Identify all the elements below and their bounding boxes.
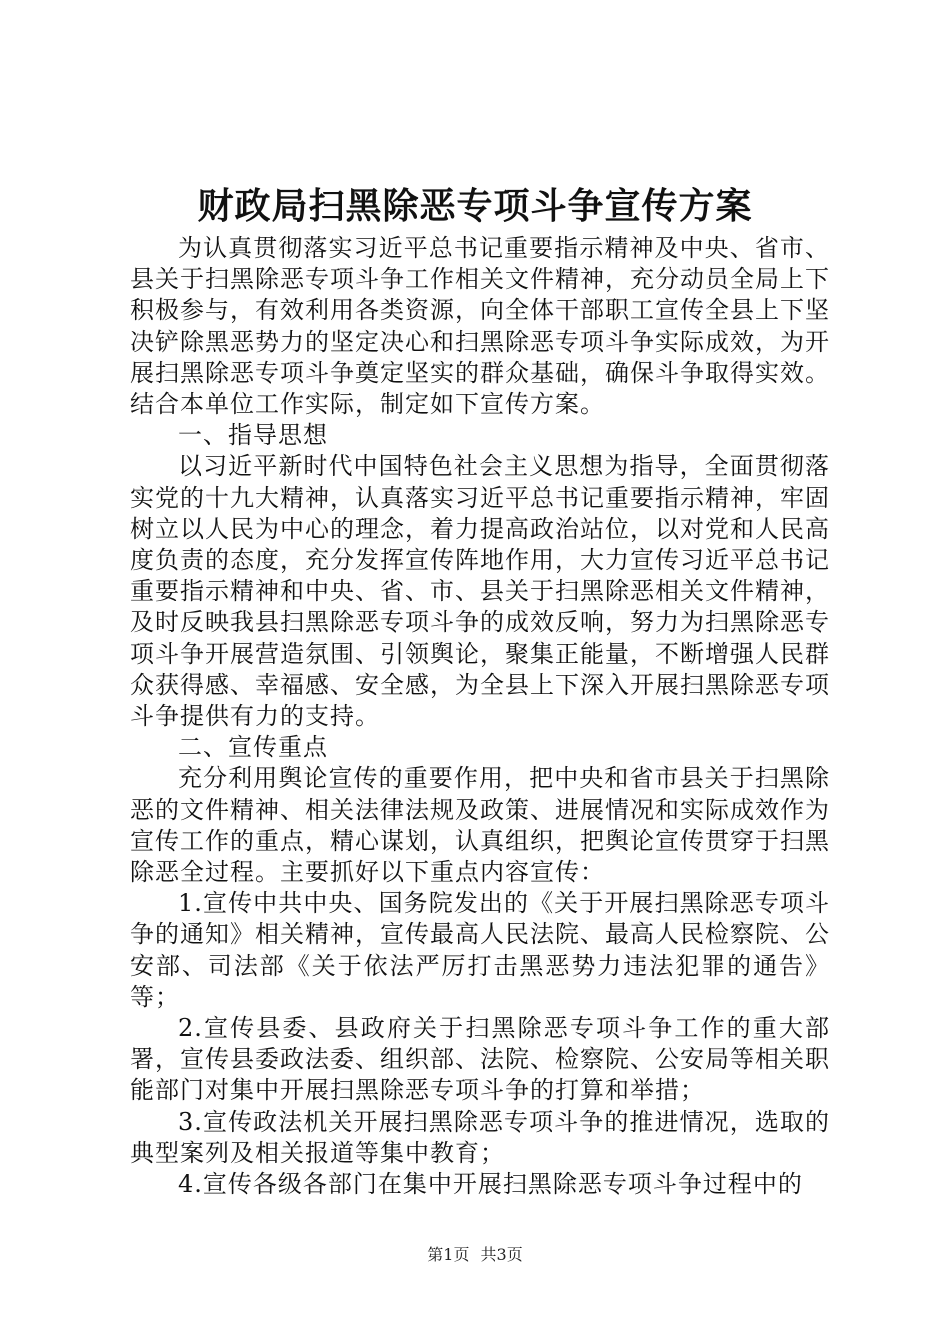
section-heading-guiding-thought: 一、指导思想 [178, 421, 328, 450]
document-title: 财政局扫黑除恶专项斗争宣传方案 [197, 185, 753, 227]
list-item-2: 2.宣传县委、县政府关于扫黑除恶专项斗争工作的重大部署，宣传县委政法委、组织部、法院、检察院、公安局等相关职能部门对集中开展扫黑除恶专项斗争的打算和举措； [130, 1014, 830, 1105]
list-item-1: 1.宣传中共中央、国务院发出的《关于开展扫黑除恶专项斗争的通知》相关精神，宣传最高人民法院、最高人民检察院、公安部、司法部《关于依法严厉打击黑恶势力违法犯罪的通告》等； [130, 889, 830, 1011]
page-total: 共3页 [480, 1245, 523, 1264]
list-item-3: 3.宣传政法机关开展扫黑除恶专项斗争的推进情况，选取的典型案列及相关报道等集中教育； [130, 1107, 830, 1167]
page-number: 第1页 [427, 1245, 470, 1264]
intro-paragraph: 为认真贯彻落实习近平总书记重要指示精神及中央、省市、县关于扫黑除恶专项斗争工作相关文件精神，充分动员全局上下积极参与，有效利用各类资源，向全体干部职工宣传全县上下坚决铲除黑恶势力的坚定决心和扫黑除恶专项斗争实际成效，为开展扫黑除恶专项斗争奠定坚实的群众基础，确保斗争取得实效。结合本单位工作实际，制定如下宣传方案。 [130, 234, 830, 419]
list-item-4: 4.宣传各级各部门在集中开展扫黑除恶专项斗争过程中的 [178, 1170, 803, 1199]
page-footer [0, 1244, 950, 1266]
section-heading-publicity-focus: 二、宣传重点 [178, 733, 328, 762]
guiding-thought-paragraph: 以习近平新时代中国特色社会主义思想为指导，全面贯彻落实党的十九大精神，认真落实习近平总书记重要指示精神，牢固树立以人民为中心的理念，着力提高政治站位，以对党和人民高度负责的态度，充分发挥宣传阵地作用，大力宣传习近平总书记重要指示精神和中央、省、市、县关于扫黑除恶相关文件精神，及时反映我县扫黑除恶专项斗争的成效反响，努力为扫黑除恶专项斗争开展营造氛围、引领舆论，聚集正能量，不断增强人民群众获得感、幸福感、安全感，为全县上下深入开展扫黑除恶专项斗争提供有力的支持。 [130, 452, 830, 731]
document-body [130, 233, 830, 1200]
publicity-focus-paragraph: 充分利用舆论宣传的重要作用，把中央和省市县关于扫黑除恶的文件精神、相关法律法规及政策、进展情况和实际成效作为宣传工作的重点，精心谋划，认真组织，把舆论宣传贯穿于扫黑除恶全过程。主要抓好以下重点内容宣传： [130, 764, 830, 887]
